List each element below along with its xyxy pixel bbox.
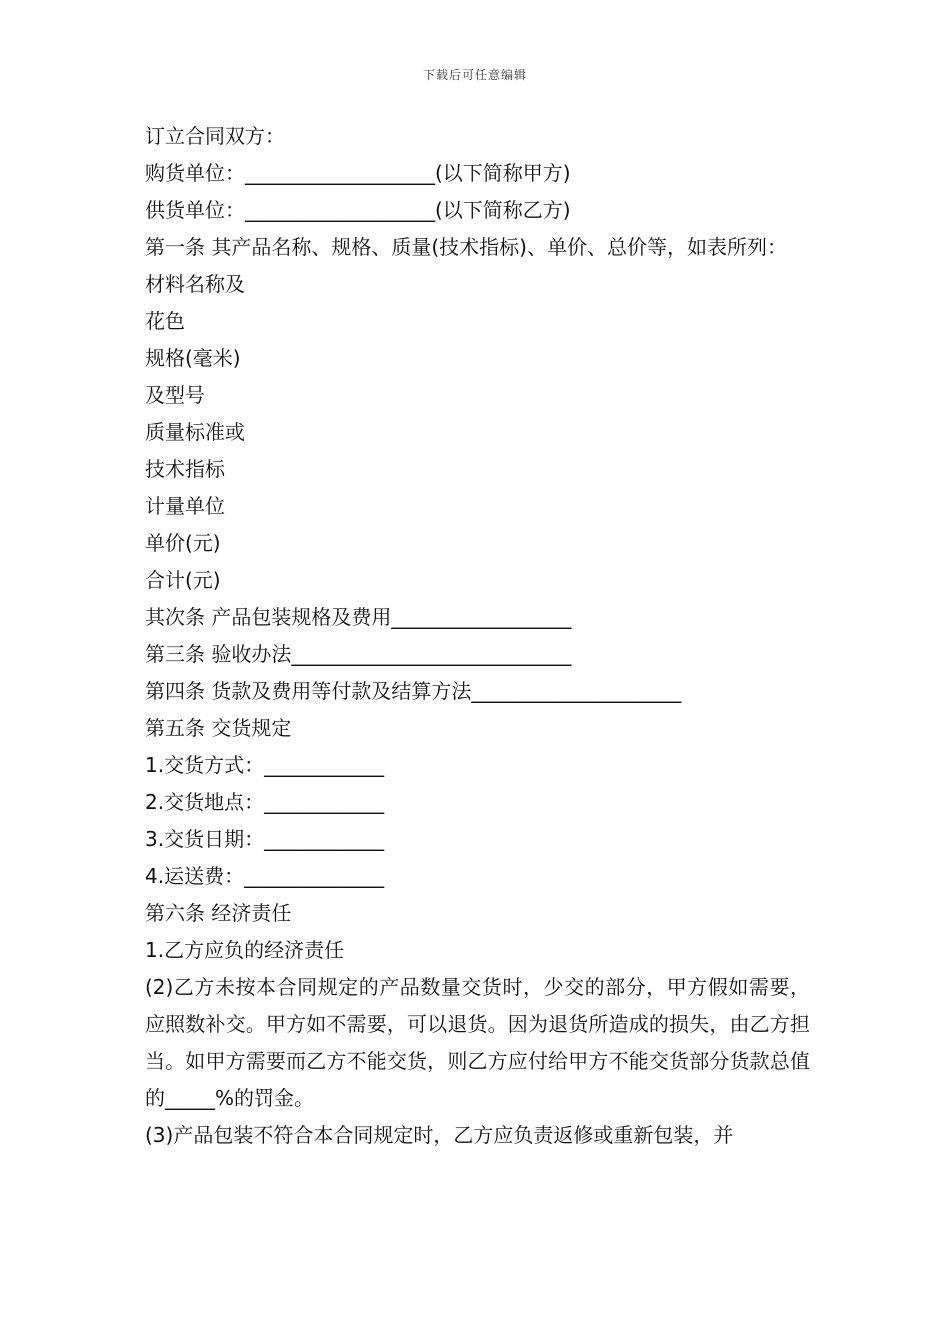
buyer-line: 购货单位：___________________(以下简称甲方) bbox=[145, 161, 571, 185]
table-header-item: 规格(毫米) bbox=[145, 346, 241, 370]
table-header-item: 计量单位 bbox=[145, 494, 225, 518]
table-header-item: 单价(元) bbox=[145, 531, 221, 555]
supplier-line: 供货单位：___________________(以下简称乙方) bbox=[145, 198, 571, 222]
article-5: 第五条 交货规定 bbox=[145, 716, 292, 740]
parties-heading: 订立合同双方： bbox=[145, 124, 285, 148]
shipping-fee: 4.运送费：______________ bbox=[145, 864, 385, 888]
clause-2: (2)乙方未按本合同规定的产品数量交货时，少交的部分，甲方假如需要，应照数补交。甲方如不需要，可以退货。因为退货所造成的损失，由乙方担当。如甲方需要而乙方不能交货，则乙方应付给甲方不能交货部分货款总值的_____%的罚金。 bbox=[145, 975, 810, 1110]
table-header-item: 技术指标 bbox=[145, 457, 225, 481]
table-header-item: 质量标准或 bbox=[145, 420, 245, 444]
clause-3: (3)产品包装不符合本合同规定时，乙方应负责返修或重新包装，并 bbox=[145, 1123, 734, 1147]
table-header-item: 材料名称及 bbox=[145, 272, 245, 296]
article-6: 第六条 经济责任 bbox=[145, 901, 292, 925]
supplier-liability-heading: 1.乙方应负的经济责任 bbox=[145, 938, 345, 962]
article-1: 第一条 其产品名称、规格、质量(技术指标)、单价、总价等，如表所列： bbox=[145, 235, 787, 259]
contract-body bbox=[145, 118, 810, 1154]
header-note: 下载后可任意编辑 bbox=[422, 68, 527, 82]
delivery-method: 1.交货方式：____________ bbox=[145, 753, 385, 777]
delivery-location: 2.交货地点：____________ bbox=[145, 790, 385, 814]
table-header-item: 合计(元) bbox=[145, 568, 221, 592]
delivery-date: 3.交货日期：____________ bbox=[145, 827, 385, 851]
table-header-item: 花色 bbox=[145, 309, 185, 333]
table-header-item: 及型号 bbox=[145, 383, 205, 407]
article-2: 其次条 产品包装规格及费用__________________ bbox=[145, 605, 572, 629]
article-4: 第四条 货款及费用等付款及结算方法_____________________ bbox=[145, 679, 682, 703]
article-3: 第三条 验收办法____________________________ bbox=[145, 642, 572, 666]
